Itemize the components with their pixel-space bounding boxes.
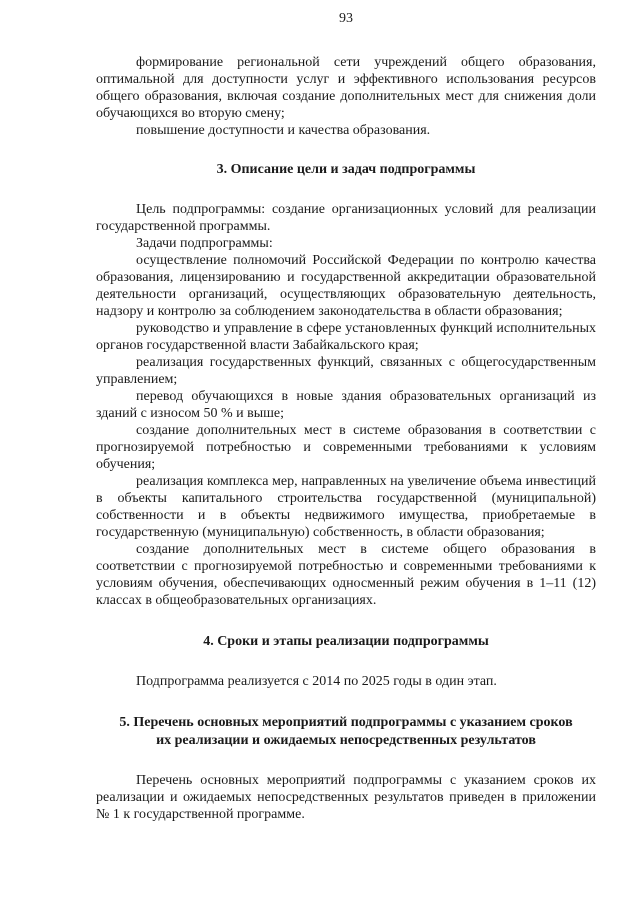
section-5-title-line-2: их реализации и ожидаемых непосредственных результатов	[156, 733, 536, 748]
page-number: 93	[339, 11, 353, 26]
task-item: осуществление полномочий Российской Федерации по контролю качества образования, лицензированию и государственной аккредитации образовательной деятельности организаций, осуществляющих образовательную деятельность, надзору и контролю за соблюдением законодательства в области образования;	[96, 253, 596, 319]
section-5-title	[96, 714, 596, 750]
intro-block	[96, 54, 596, 139]
intro-paragraph: повышение доступности и качества образования.	[136, 123, 431, 138]
section-5-text: Перечень основных мероприятий подпрограммы с указанием сроков их реализации и ожидаемых непосредственных результатов приведен в приложении № 1 к государственной программе.	[96, 773, 596, 822]
task-item: перевод обучающихся в новые здания образовательных организаций из зданий с износом 50 % и выше;	[96, 389, 596, 421]
task-item: создание дополнительных мест в системе образования в соответствии с прогнозируемой потребностью и современными требованиями к условиям обучения;	[96, 423, 596, 472]
task-item: создание дополнительных мест в системе общего образования в соответствии с прогнозируемой потребностью и современными требованиями к условиям обучения, обеспечивающих односменный режим обучения в 1–11 (12) классах в общеобразовательных организациях.	[96, 542, 596, 608]
task-item: руководство и управление в сфере установленных функций исполнительных органов государственной власти Забайкальского края;	[96, 321, 596, 353]
section-4-text: Подпрограмма реализуется с 2014 по 2025 годы в один этап.	[136, 674, 497, 689]
section-5	[96, 714, 596, 823]
section-4	[96, 633, 596, 690]
intro-paragraph: формирование региональной сети учреждений общего образования, оптимальной для доступности услуг и эффективного использования ресурсов общего образования, включая создание дополнительных мест для снижения доли обучающихся во вторую смену;	[96, 55, 596, 121]
document-page	[96, 10, 596, 823]
section-3-tasks-label: Задачи подпрограммы:	[136, 236, 273, 251]
section-3-goal: Цель подпрограммы: создание организационных условий для реализации государственной программы.	[96, 202, 596, 234]
section-3	[96, 161, 596, 609]
task-item: реализация государственных функций, связанных с общегосударственным управлением;	[96, 355, 596, 387]
section-4-title: 4. Сроки и этапы реализации подпрограммы	[203, 634, 489, 649]
task-item: реализация комплекса мер, направленных на увеличение объема инвестиций в объекты капитального строительства государственной (муниципальной) собственности и в объекты недвижимого имущества, приобретаемые в государственную (муниципальную) собственность, в области образования;	[96, 474, 596, 540]
section-5-title-line-1: 5. Перечень основных мероприятий подпрограммы с указанием сроков	[119, 715, 573, 730]
section-3-title: 3. Описание цели и задач подпрограммы	[216, 162, 476, 177]
